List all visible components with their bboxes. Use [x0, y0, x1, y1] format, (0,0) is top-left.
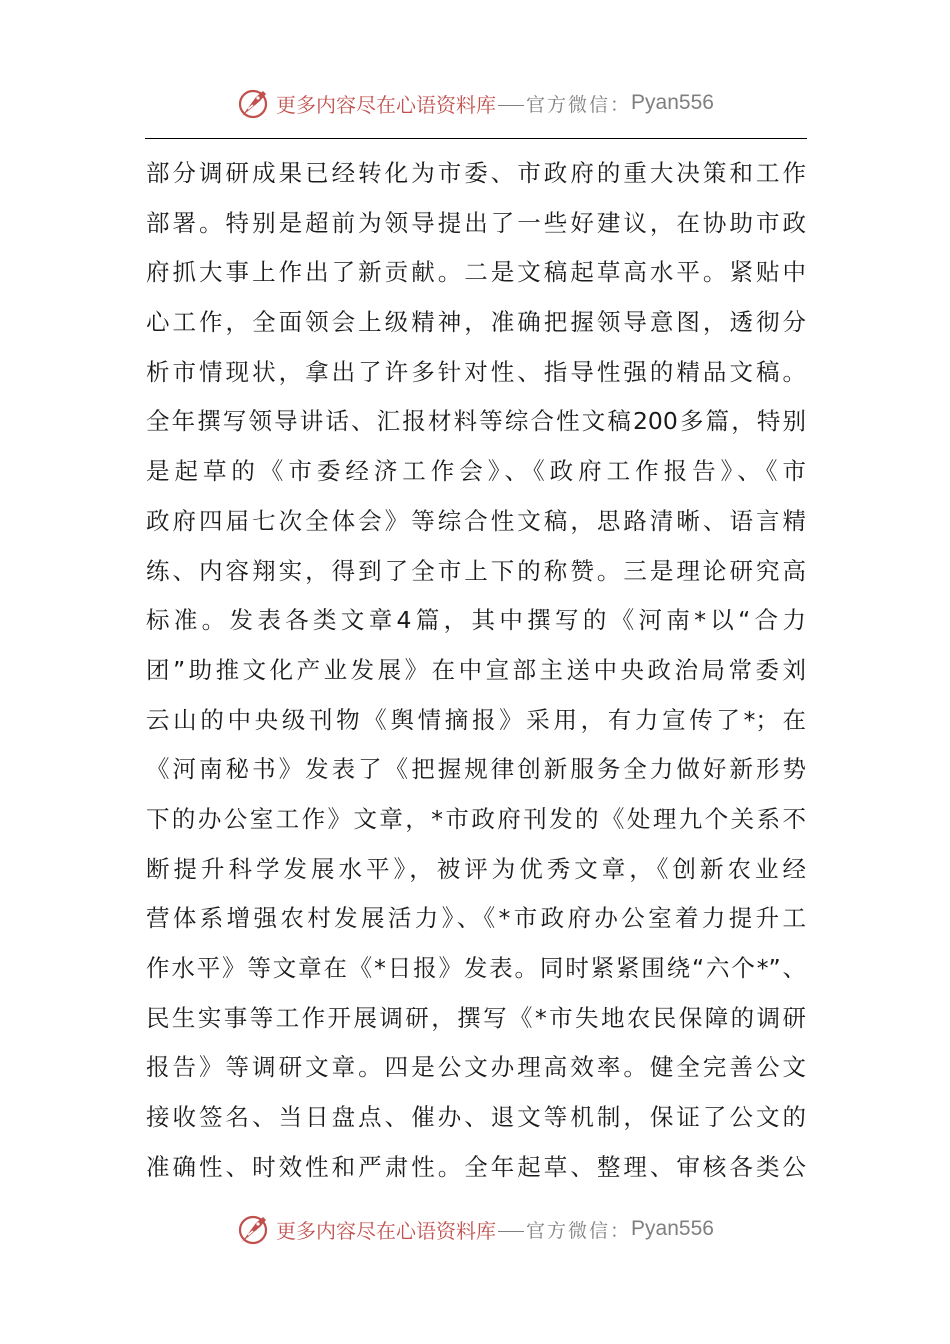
pen-nib-logo-icon [236, 1211, 272, 1247]
text-line: 府抓大事上作出了新贡献。二是文稿起草高水平。紧贴中 [146, 258, 806, 287]
text-line: 全年撰写领导讲话、汇报材料等综合性文稿200多篇，特别 [146, 407, 806, 436]
text-line: 准确性、时效性和严肃性。全年起草、整理、审核各类公 [146, 1152, 806, 1181]
header-dash [498, 105, 524, 106]
document-body [146, 153, 806, 1196]
text-line: 团”助推文化产业发展》在中宣部主送中央政治局常委刘 [146, 655, 806, 684]
text-line: 心工作，全面领会上级精神，准确把握领导意图，透彻分 [146, 308, 806, 337]
footer-slogan: 更多内容尽在心语资料库 [276, 1218, 497, 1243]
text-line: 《河南秘书》发表了《把握规律创新服务全力做好新形势 [146, 755, 806, 784]
header-wechat-label: 官方微信： [526, 93, 632, 116]
text-line: 是起草的《市委经济工作会》、《政府工作报告》、《市 [146, 457, 806, 486]
text-line: 部署。特别是超前为领导提出了一些好建议，在协助市政 [146, 208, 806, 237]
pen-nib-logo-icon [236, 85, 272, 121]
text-line: 部分调研成果已经转化为市委、市政府的重大决策和工作 [146, 159, 806, 187]
text-line: 析市情现状，拿出了许多针对性、指导性强的精品文稿。 [146, 357, 806, 386]
text-line: 云山的中央级刊物《舆情摘报》采用，有力宣传了*；在 [146, 705, 806, 734]
text-line: 下的办公室工作》文章，*市政府刊发的《处理九个关系不 [146, 804, 806, 833]
footer-banner [0, 1209, 950, 1249]
text-line: 政府四届七次全体会》等综合性文稿，思路清晰、语言精 [146, 506, 806, 535]
footer-dash [498, 1231, 524, 1232]
header-slogan: 更多内容尽在心语资料库 [276, 92, 497, 117]
text-line: 练、内容翔实，得到了全市上下的称赞。三是理论研究高 [146, 556, 806, 585]
text-line: 民生实事等工作开展调研，撰写《*市失地农民保障的调研 [146, 1003, 806, 1032]
header-wechat-id: Pyan556 [631, 91, 714, 114]
text-line: 报告》等调研文章。四是公文办理高效率。健全完善公文 [146, 1053, 806, 1082]
header-divider [145, 138, 807, 139]
text-line: 接收签名、当日盘点、催办、退文等机制，保证了公文的 [146, 1103, 806, 1132]
header-banner [0, 83, 950, 123]
text-line: 营体系增强农村发展活力》、《*市政府办公室着力提升工 [146, 904, 806, 933]
text-line: 断提升科学发展水平》，被评为优秀文章，《创新农业经 [146, 854, 806, 883]
footer-wechat-id: Pyan556 [631, 1217, 714, 1240]
text-line: 标准。发表各类文章4篇，其中撰写的《河南*以“合力 [146, 606, 806, 635]
footer-wechat-label: 官方微信： [526, 1219, 632, 1242]
text-line: 作水平》等文章在《*日报》发表。同时紧紧围绕“六个*”、 [146, 954, 806, 982]
